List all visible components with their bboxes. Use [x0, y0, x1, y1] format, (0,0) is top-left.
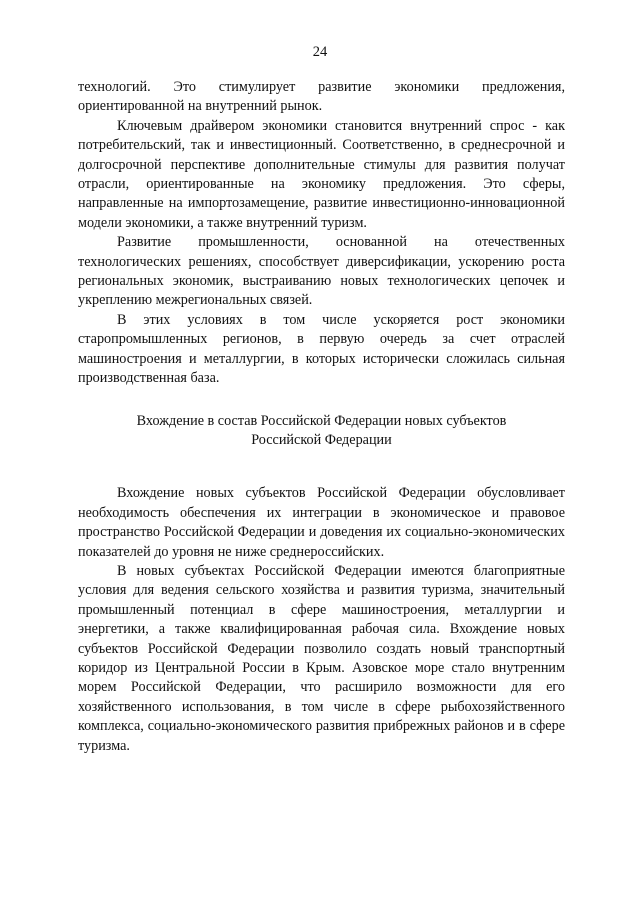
section-heading	[78, 412, 565, 451]
paragraph: Ключевым драйвером экономики становится внутренний спрос - как потребительский, так и инвестиционный. Соответственно, в среднесрочной и долгосрочной перспективе дополнительные стимулы для развития получат отрасли, ориентированные на экономику предложения. Это сферы, направленные на импортозамещение, развитие инвестиционно-инновационной модели экономики, а также внутренний туризм.	[78, 117, 565, 231]
paragraph: В этих условиях в том числе ускоряется рост экономики старопромышленных регионов, в первую очередь за счет отраслей машиностроения и металлургии, в которых исторически сложилась сильная производственная база.	[78, 311, 565, 387]
paragraph: В новых субъектах Российской Федерации имеются благоприятные условия для ведения сельского хозяйства и развития туризма, значительный промышленный потенциал в сфере машиностроения, металлургии и энергетики, а также квалифицированная рабочая сила. Вхождение новых субъектов Российской Федерации позволило создать новый транспортный коридор из Центральной России в Крым. Азовское море стало внутренним морем Российской Федерации, что расширило возможности для его хозяйственного использования, в том числе в сфере рыбохозяйственного комплекса, социально-экономического развития прибрежных районов и в сфере туризма.	[78, 562, 565, 754]
paragraph: Развитие промышленности, основанной на отечественных технологических решениях, способствует диверсификации, ускорению роста региональных экономик, выстраиванию новых технологических цепочек и укреплению межрегиональных связей.	[78, 234, 565, 309]
document-body	[78, 78, 565, 756]
section-heading-line: Российской Федерации	[251, 431, 392, 448]
section-heading-line: Вхождение в состав Российской Федерации новых субъектов	[136, 412, 507, 429]
page-number: 24	[312, 44, 328, 60]
paragraph: технологий. Это стимулирует развитие экономики предложения, ориентированной на внутренний рынок.	[78, 79, 565, 115]
paragraph: Вхождение новых субъектов Российской Федерации обусловливает необходимость обеспечения их интеграции в экономическое и правовое пространство Российской Федерации и доведения их социально-экономических показателей до уровня не ниже среднероссийских.	[78, 485, 565, 560]
